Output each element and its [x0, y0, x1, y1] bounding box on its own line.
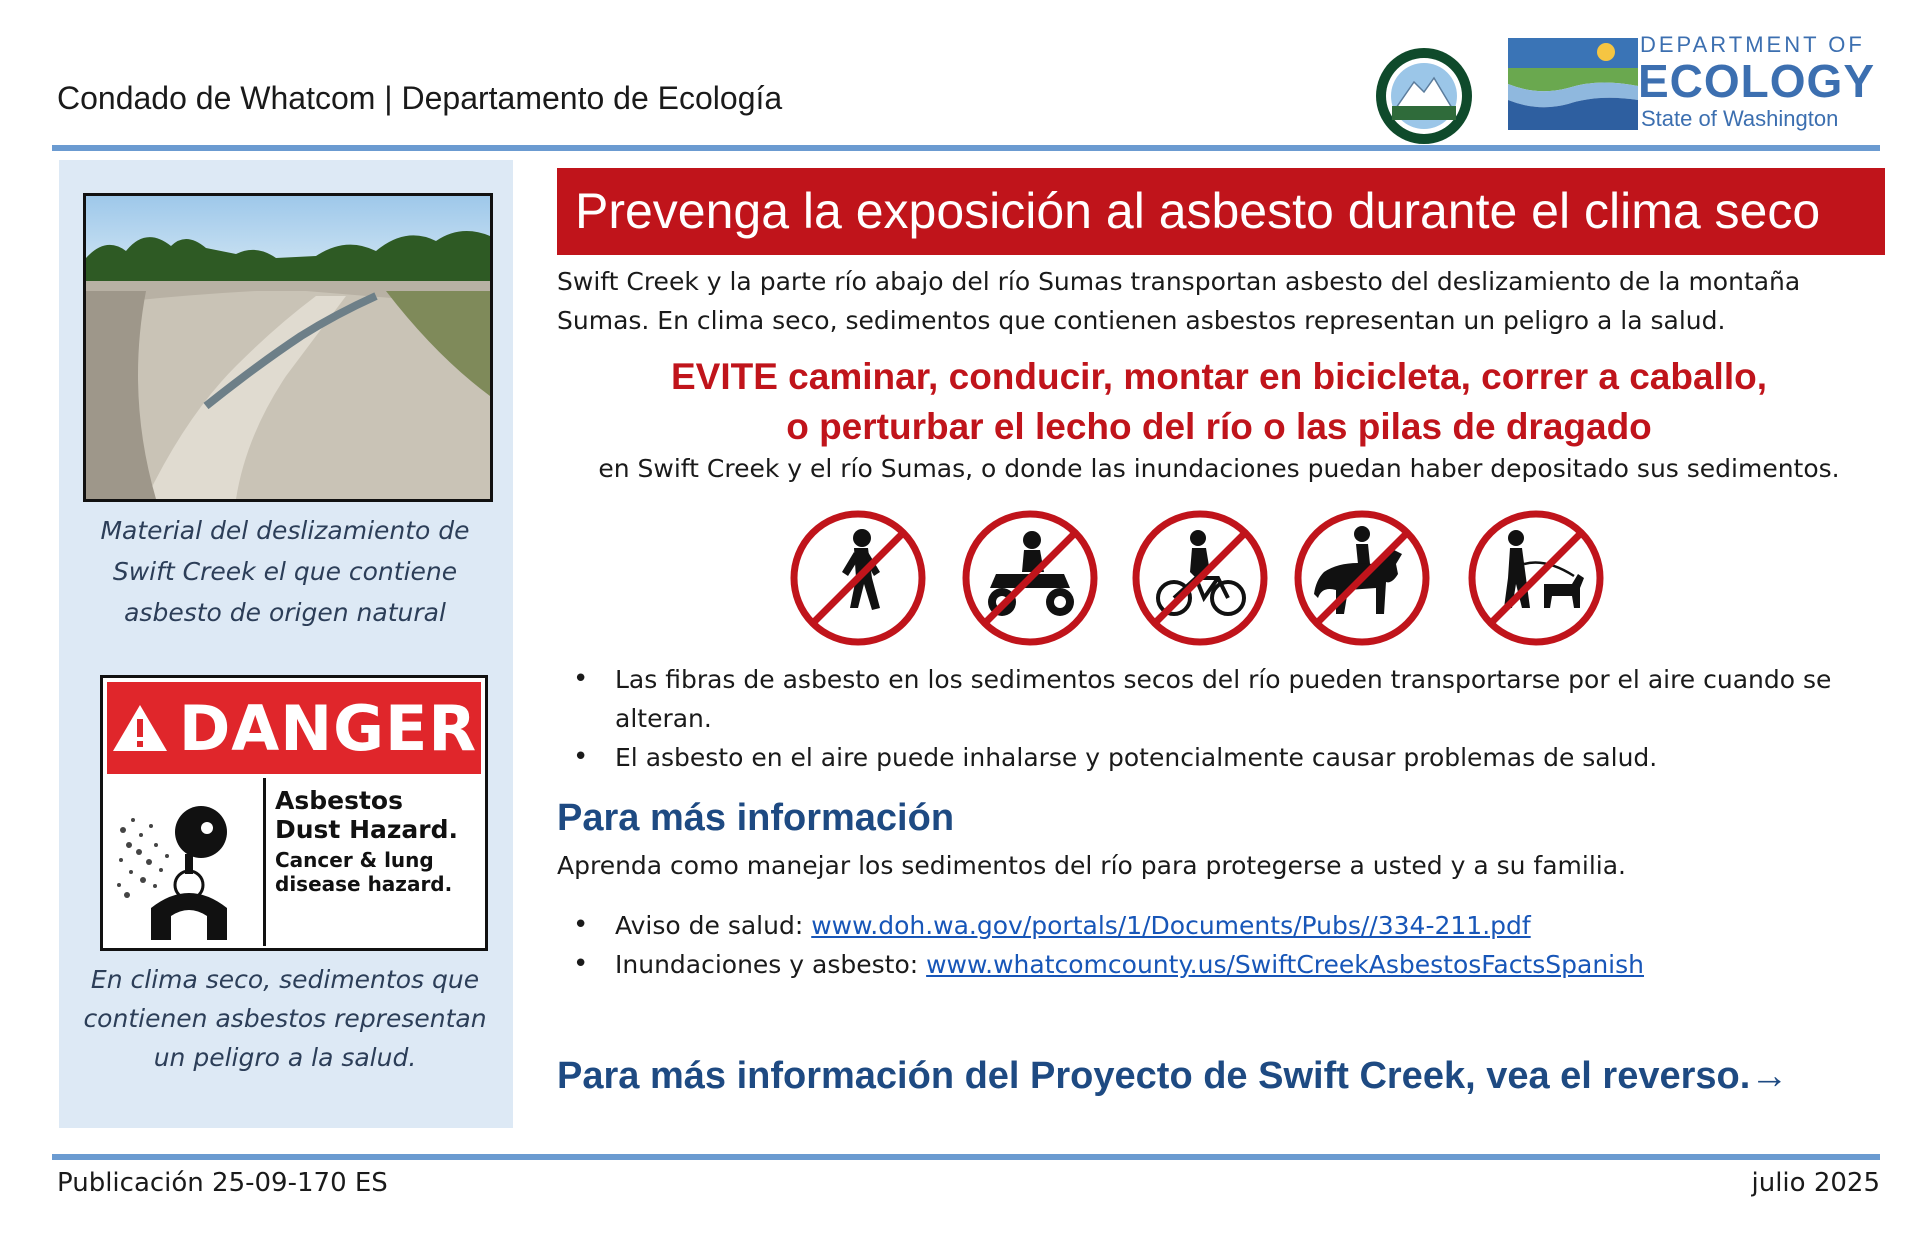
back-page-note — [557, 1055, 1788, 1098]
warning-triangle-icon — [111, 703, 169, 753]
ecology-logo-graphic — [1508, 38, 1638, 130]
no-dog-walking-icon — [1472, 514, 1600, 642]
resource-link-label: Inundaciones y asbesto: — [615, 950, 927, 979]
avoid-warning-line-1: EVITE caminar, conducir, montar en bicicleta, correr a caballo, — [670, 356, 1768, 397]
publication-date: julio 2025 — [1751, 1168, 1880, 1198]
footer-divider — [52, 1154, 1880, 1160]
no-bicycle-icon — [1136, 514, 1264, 642]
danger-sign-divider — [263, 778, 266, 946]
resource-links — [557, 906, 1877, 984]
more-info-text: Aprenda como manejar los sedimentos del río para protegerse a usted y a su familia. — [557, 851, 1627, 880]
hazard-bullet: • Las fibras de asbesto en los sedimentos secos del río pueden transportarse por el aire cuando se alteran. — [557, 660, 1877, 738]
no-atv-icon — [966, 514, 1094, 642]
ecology-name: ECOLOGY — [1638, 55, 1876, 107]
more-info-heading: Para más información — [557, 797, 955, 839]
main-title: Prevenga la exposición al asbesto durante el clima seco — [557, 168, 1885, 255]
danger-line-2: Dust Hazard. — [275, 815, 459, 844]
header-divider — [52, 145, 1880, 151]
publication-number: Publicación 25-09-170 ES — [57, 1168, 388, 1198]
resource-link-label: Aviso de salud: — [615, 911, 812, 940]
danger-line-1: Asbestos — [275, 786, 403, 815]
avoid-warning-line-2: o perturbar el lecho del río o las pilas de dragado — [786, 406, 1652, 447]
no-horse-riding-icon — [1298, 514, 1426, 642]
flood-asbestos-link[interactable]: www.whatcomcounty.us/SwiftCreekAsbestosFactsSpanish — [926, 950, 1644, 979]
danger-sign-heading — [107, 682, 481, 774]
danger-sign-text — [275, 786, 458, 896]
danger-caption: En clima seco, sedimentos que contienen asbestos representan un peligro a la salud. — [83, 965, 487, 1072]
ecology-state-line: State of Washington — [1641, 106, 1839, 131]
avoid-warning — [557, 352, 1881, 452]
danger-heading-text: DANGER — [178, 691, 478, 765]
avoid-warning-detail: en Swift Creek y el río Sumas, o donde las inundaciones puedan haber depositado sus sedimentos. — [598, 454, 1840, 483]
ecology-dept-line: DEPARTMENT OF — [1640, 32, 1865, 57]
danger-line-3: Cancer & lung — [275, 848, 434, 872]
no-walking-icon — [794, 514, 922, 642]
whatcom-county-seal-logo — [1374, 46, 1474, 146]
danger-sign — [100, 675, 488, 951]
arrow-right-icon: → — [1750, 1055, 1789, 1097]
photo-caption: Material del deslizamiento de Swift Creek el que contiene asbesto de origen natural — [100, 516, 470, 627]
hazard-bullet: • El asbesto en el aire puede inhalarse y potencialmente causar problemas de salud. — [557, 738, 1877, 777]
hazard-bullets — [557, 660, 1877, 777]
asbestos-inhalation-icon — [111, 790, 259, 940]
swift-creek-photo — [83, 193, 493, 502]
prohibited-activities-icons — [790, 510, 1620, 646]
intro-paragraph: Swift Creek y la parte río abajo del río Sumas transportan asbesto del deslizamiento de la montaña Sumas. En clima seco, sedimentos que contienen asbestos representan un peligro a la salud. — [557, 267, 1801, 335]
resource-link-item — [557, 945, 1877, 984]
page-header-title: Condado de Whatcom | Departamento de Ecología — [57, 80, 783, 116]
danger-line-4: disease hazard. — [275, 872, 453, 896]
resource-link-item — [557, 906, 1877, 945]
health-notice-link[interactable]: www.doh.wa.gov/portals/1/Documents/Pubs//334-211.pdf — [811, 911, 1531, 940]
back-page-note-text: Para más información del Proyecto de Swift Creek, vea el reverso. — [557, 1055, 1751, 1097]
